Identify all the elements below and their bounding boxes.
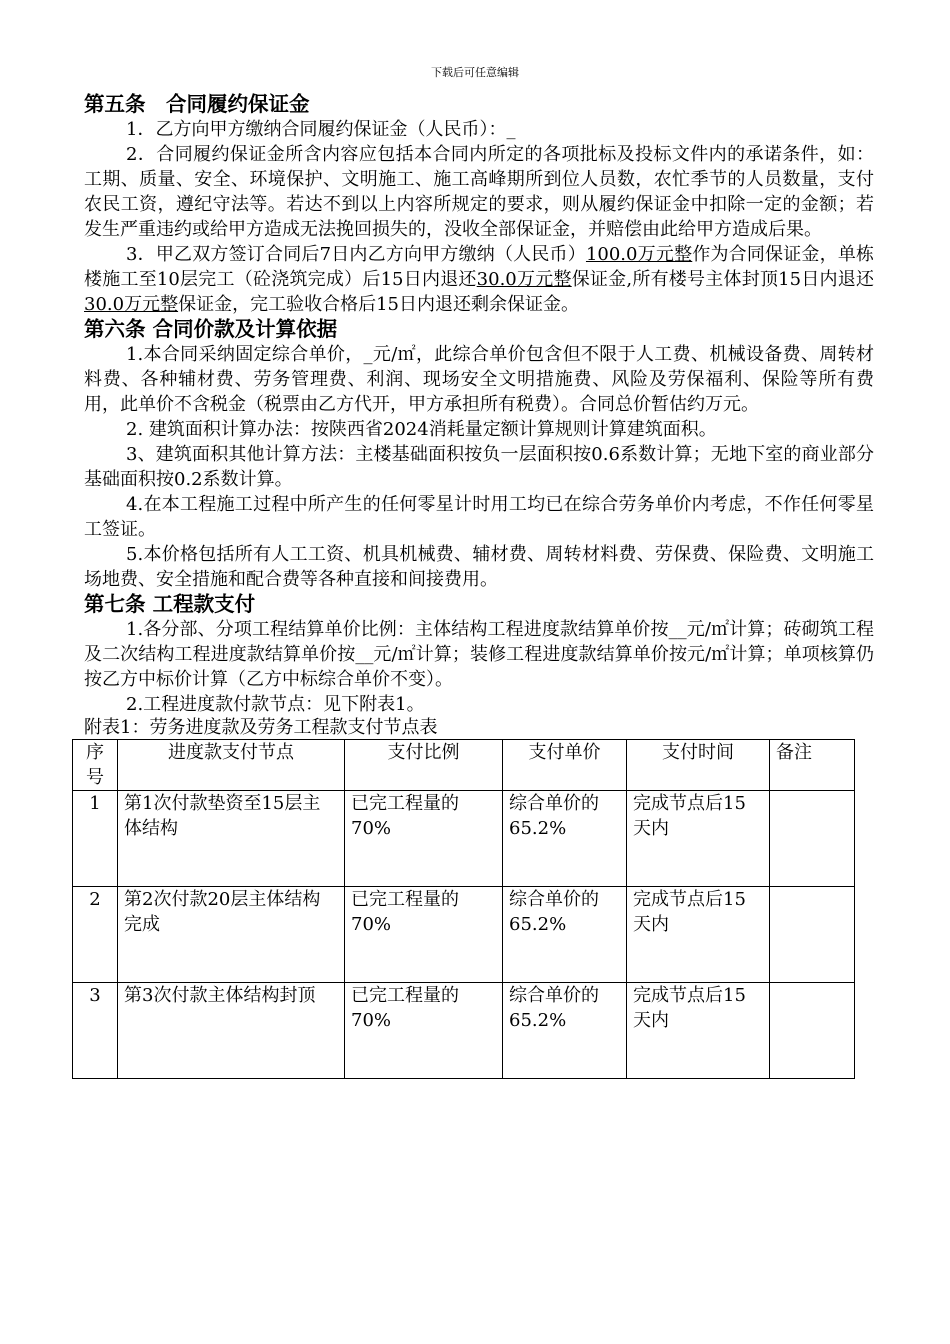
- cell-ratio: 已完工程量的70%: [345, 983, 503, 1079]
- table-header-row: [73, 740, 855, 791]
- section-6-para-1: 1.本合同采纳固定综合单价，_元/㎡，此综合单价包含但不限于人工费、机械设备费、周转材料费、各种辅材费、劳务管理费、利润、现场安全文明措施费、风险及劳保福利、保险等所有费用，此单价不含税金（税票由乙方代开，甲方承担所有税费）。合同总价暂估约万元。: [84, 344, 874, 415]
- section-6-para-5: 5.本价格包括所有人工工资、机具机械费、辅材费、周转材料费、劳保费、保险费、文明施工场地费、安全措施和配合费等各种直接和间接费用。: [84, 544, 874, 590]
- cell-unit-price: 综合单价的65.2%: [503, 791, 627, 887]
- cell-remark: [770, 887, 855, 983]
- para-3-text-d: 保证金，完工验收合格后15日内退还剩余保证金。: [178, 294, 579, 315]
- page-header-note: 下载后可任意编辑: [431, 66, 519, 79]
- para-3-text-a: 3．甲乙双方签订合同后7日内乙方向甲方缴纳（人民币）: [126, 244, 586, 265]
- col-header-index: 序号: [73, 740, 118, 791]
- cell-time: 完成节点后15天内: [627, 983, 770, 1079]
- para-3-text-b: 作为合同保证金，单栋楼施工至10层完工（砼浇筑完成）后15日内退还: [84, 244, 875, 290]
- cell-node: 第3次付款主体结构封顶: [118, 983, 345, 1079]
- table-row: [73, 983, 855, 1079]
- section-5-para-3: [84, 242, 874, 317]
- col-header-unit-price: 支付单价: [503, 740, 627, 791]
- col-header-remark: 备注: [770, 740, 855, 791]
- cell-index: 3: [73, 983, 118, 1079]
- para-3-text-c: 保证金,所有楼号主体封顶15日内退还: [571, 269, 875, 290]
- cell-ratio: 已完工程量的70%: [345, 887, 503, 983]
- cell-remark: [770, 791, 855, 887]
- col-header-time: 支付时间: [627, 740, 770, 791]
- refund-amount-2: 30.0万元整: [84, 294, 179, 315]
- section-5-para-2: 2．合同履约保证金所含内容应包括本合同内所定的各项批标及投标文件内的承诺条件，如：工期、质量、安全、环境保护、文明施工、施工高峰期所到位人员数，农忙季节的人员数量，支付农民工资，遵纪守法等。若达不到以上内容所规定的要求，则从履约保证金中扣除一定的金额；若发生严重违约或给甲方造成无法挽回损失的，没收全部保证金，并赔偿由此给甲方造成后果。: [84, 144, 874, 240]
- section-7-title: 第七条 工程款支付: [84, 592, 256, 616]
- cell-time: 完成节点后15天内: [627, 791, 770, 887]
- table-row: [73, 887, 855, 983]
- section-7-para-2: 2.工程进度款付款节点：见下附表1。: [126, 694, 425, 715]
- cell-index: 2: [73, 887, 118, 983]
- cell-ratio: 已完工程量的70%: [345, 791, 503, 887]
- cell-node: 第1次付款垫资至15层主体结构: [118, 791, 345, 887]
- section-6-title: 第六条 合同价款及计算依据: [84, 317, 338, 341]
- payment-schedule-table: [72, 739, 855, 1079]
- cell-index: 1: [73, 791, 118, 887]
- section-5-title: 第五条 合同履约保证金: [84, 92, 310, 116]
- section-5-para-1: 1．乙方向甲方缴纳合同履约保证金（人民币）：_: [126, 119, 516, 140]
- cell-node: 第2次付款20层主体结构完成: [118, 887, 345, 983]
- refund-amount-1: 30.0万元整: [476, 269, 572, 290]
- cell-unit-price: 综合单价的65.2%: [503, 983, 627, 1079]
- deposit-amount: 100.0万元整: [585, 244, 693, 265]
- table-caption: 附表1：劳务进度款及劳务工程款支付节点表: [84, 717, 438, 738]
- table-row: [73, 791, 855, 887]
- section-6-para-2: 2. 建筑面积计算办法：按陕西省2024消耗量定额计算规则计算建筑面积。: [126, 419, 717, 440]
- section-7-para-1: 1.各分部、分项工程结算单价比例：主体结构工程进度款结算单价按__元/㎡计算；砖砌筑工程及二次结构工程进度款结算单价按__元/㎡计算；装修工程进度款结算单价按元/㎡计算；单项核算仍按乙方中标价计算（乙方中标综合单价不变）。: [84, 619, 874, 690]
- col-header-ratio: 支付比例: [345, 740, 503, 791]
- cell-time: 完成节点后15天内: [627, 887, 770, 983]
- cell-unit-price: 综合单价的65.2%: [503, 887, 627, 983]
- cell-remark: [770, 983, 855, 1079]
- col-header-node: 进度款支付节点: [118, 740, 345, 791]
- document-body: [84, 92, 874, 1079]
- section-6-para-3: 3、建筑面积其他计算方法：主楼基础面积按负一层面积按0.6系数计算；无地下室的商业部分基础面积按0.2系数计算。: [84, 444, 874, 490]
- section-6-para-4: 4.在本工程施工过程中所产生的任何零星计时用工均已在综合劳务单价内考虑，不作任何零星工签证。: [84, 494, 874, 540]
